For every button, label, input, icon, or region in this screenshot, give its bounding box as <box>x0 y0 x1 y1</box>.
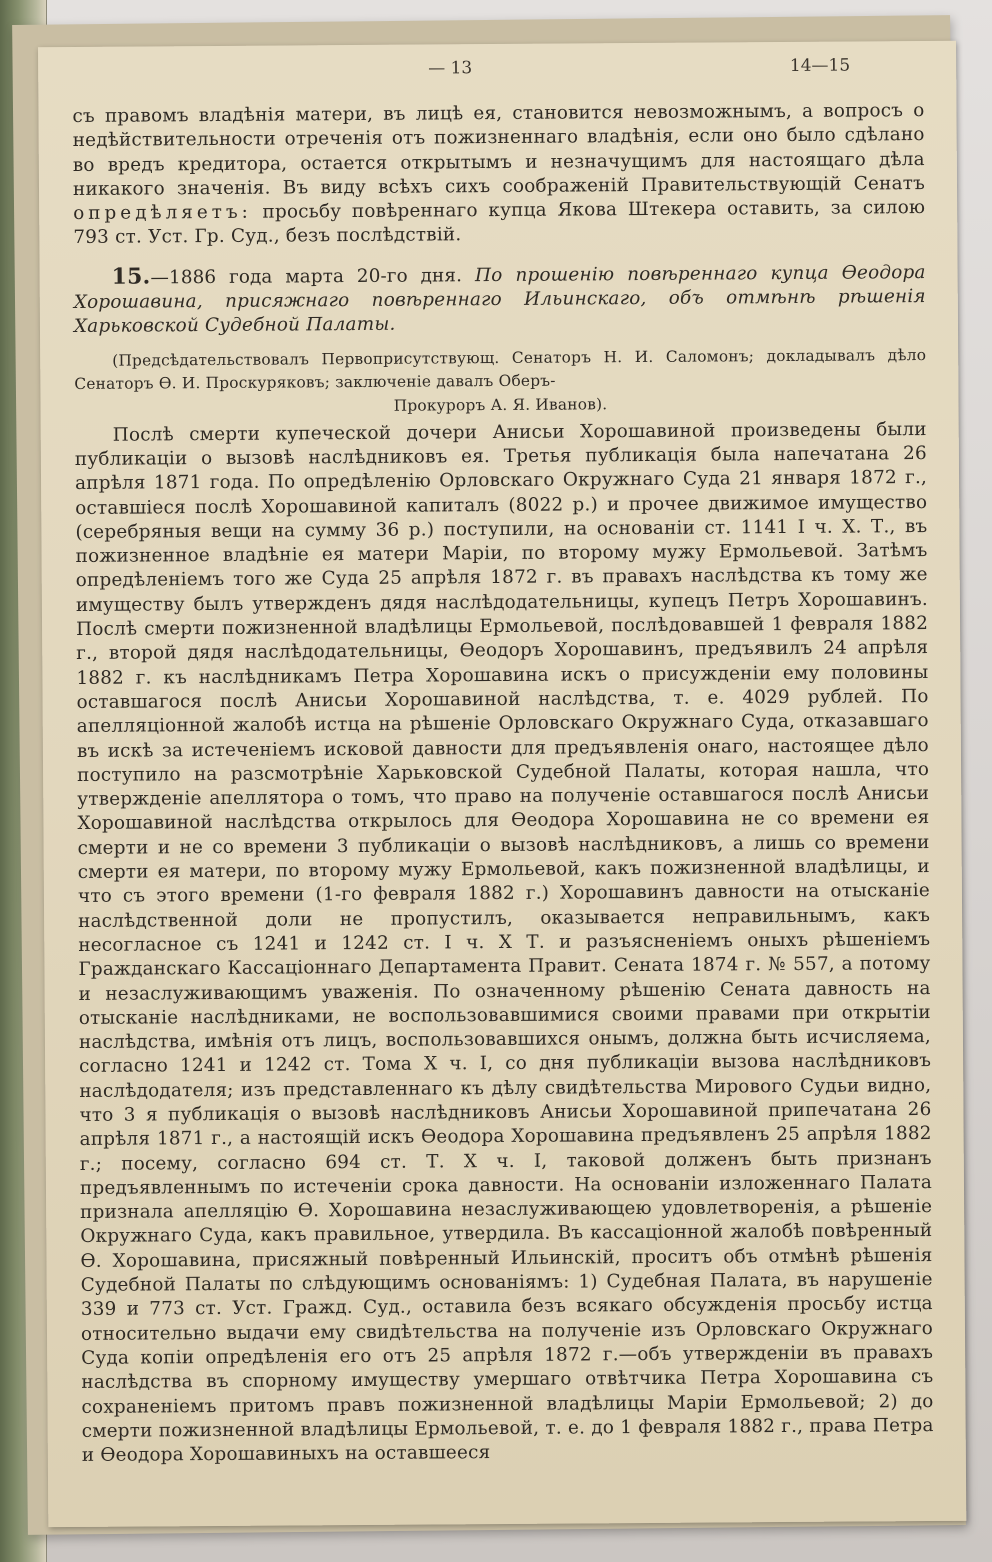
continuation-end: просьбу повѣреннаго купца Якова Штекера оставить, за силою 793 ст. Уст. Гр. Суд., безъ послѣдствій. <box>73 197 926 249</box>
page-text <box>72 99 933 1468</box>
bench-composition: (Предсѣдательствовалъ Первоприсутствующ. Сенаторъ Н. И. Саломонъ; докладывалъ дѣло Сенаторъ Ѳ. И. Проскуряковъ; заключеніе давалъ Оберъ- <box>74 345 927 393</box>
continuation-text: съ правомъ владѣнія матери, въ лицѣ ея, становится невозможнымъ, а вопросъ о недѣйствительности отреченія отъ пожизненнаго владѣнія, если оно было сдѣлано во вредъ кредитора, остается открытымъ и незначущимъ для настоящаго дѣла никакого значенія. Въ виду всѣхъ сихъ соображеній Правительствующій Сенатъ <box>72 100 926 200</box>
page-number: — 13 <box>428 58 473 79</box>
section-heading <box>74 259 927 340</box>
section-number: 15. <box>111 263 151 290</box>
book-page <box>38 41 966 1527</box>
page-header <box>38 55 890 89</box>
main-text: Послѣ смерти купеческой дочери Анисьи Хорошавиной произведены были публикаціи о вызовѣ наслѣдниковъ ея. Третья публикація была напечатана 26 апрѣля 1871 года. По опредѣленію Орловскаго Окружнаго Суда 21 января 1872 г., оставшіеся послѣ Хорошавиной капиталъ (8022 р.) и прочее движимое имущество (серебряныя вещи на сумму 36 р.) поступили, на основаніи ст. 1141 І ч. Х. Т., въ пожизненное владѣніе ея матери Маріи, по второму мужу Ермольевой. Затѣмъ опредѣленіемъ того же Суда 25 апрѣля 1872 г. въ правахъ наслѣдства къ тому же имуществу былъ утвержденъ дядя наслѣдодательницы, купецъ Петръ Хорошавинъ. Послѣ смерти пожизненной владѣлицы Ермольевой, послѣдовавшей 1 февраля 1882 г., второй дядя наслѣдодательницы, Ѳеодоръ Хорошавинъ, предъявилъ 24 апрѣля 1882 г. къ наслѣдникамъ Петра Хорошавина искъ о присужденіи ему половины оставшагося послѣ Анисьи Хорошавиной наслѣдства, т. е. 4029 рублей. По апелляціонной жалобѣ истца на рѣшеніе Орловскаго Окружнаго Суда, отказавшаго въ искѣ за истеченіемъ исковой давности для предъявленія онаго, настоящее дѣло поступило на разсмотрѣніе Харьковской Судебной Палаты, которая нашла, что утвержденіе апеллятора о томъ, что право на полученіе оставшагося послѣ Анисьи Хорошавиной наслѣдства открылось для Ѳеодора Хорошавина не со времени ея смерти и не со времени 3 публикаціи о вызовѣ наслѣдниковъ, а лишь со времени смерти ея матери, по второму мужу Ермольевой, какъ пожизненной владѣлицы, и что съ этого времени (1-го февраля 1882 г.) Хорошавинъ давности на отысканіе наслѣдственной доли не пропустилъ, оказывается неправильнымъ, какъ несогласное съ 1241 и 1242 ст. І ч. Х Т. и разъясненіемъ оныхъ рѣшеніемъ Гражданскаго Кассаціоннаго Департамента Правит. Сената 1874 г. № 557, а потому и незаслуживающимъ уваженія. По означенному рѣшенію Сената давность на отысканіе наслѣдниками, не воспользовавшимися своими правами при открытіи наслѣдства, имѣнія отъ лицъ, воспользовавшихся онымъ, должна быть исчисляема, согласно 1241 и 1242 ст. Тома Х ч. І, со дня публикаціи вызова наслѣдниковъ наслѣдодателя; изъ представленнаго къ дѣлу свидѣтельства Мирового Судьи видно, что 3 я публикація о вызовѣ наслѣдниковъ Анисьи Хорошавиной припечатана 26 апрѣля 1871 г., а настоящій искъ Ѳеодора Хорошавина предъявленъ 25 апрѣля 1882 г.; посему, согласно 694 ст. Т. Х ч. І, таковой долженъ быть признанъ предъявленнымъ по истеченіи срока давности. На основаніи изложеннаго Палата признала апелляцію Ѳ. Хорошавина незаслуживающею удовлетворенія, а рѣшеніе Окружнаго Суда, какъ правильное, утвердила. Въ кассаціонной жалобѣ повѣренный Ѳ. Хорошавина, присяжный повѣренный Ильинскій, проситъ объ отмѣнѣ рѣшенія Судебной Палаты по слѣдующимъ основаніямъ: 1) Судебная Палата, въ нарушеніе 339 и 773 ст. Уст. Гражд. Суд., оставила безъ всякаго обсужденія просьбу истца относительно выдачи ему свидѣтельства на полученіе изъ Орловскаго Окружнаго Суда копіи опредѣленія его отъ 25 апрѣля 1872 г.—объ утвержденіи въ правахъ наслѣдства въ спорному имуществу умершаго отвѣтчика Петра Хорошавина съ сохраненіемъ притомъ правъ пожизненной владѣлицы Маріи Ермольевой; 2) до смерти пожизненной владѣлицы Ермольевой, т. е. до 1 февраля 1882 г., права Петра и Ѳеодора Хорошавиныхъ на оставшееся <box>74 418 934 1467</box>
prosecutor-line: Прокуроръ А. Я. Иванов). <box>393 394 608 415</box>
ruling-word: опредѣляетъ: <box>73 201 252 225</box>
section-date: —1886 года марта 20-го дня. <box>150 265 463 289</box>
continuation-paragraph <box>72 99 925 251</box>
case-range: 14—15 <box>789 55 851 76</box>
section-title: По прошенію повѣреннаго купца Ѳеодора Хорошавина, присяжнаго повѣреннаго Ильинскаго, объ отмѣнѣ рѣшенія Харьковской Судебной Палаты. <box>73 261 926 338</box>
